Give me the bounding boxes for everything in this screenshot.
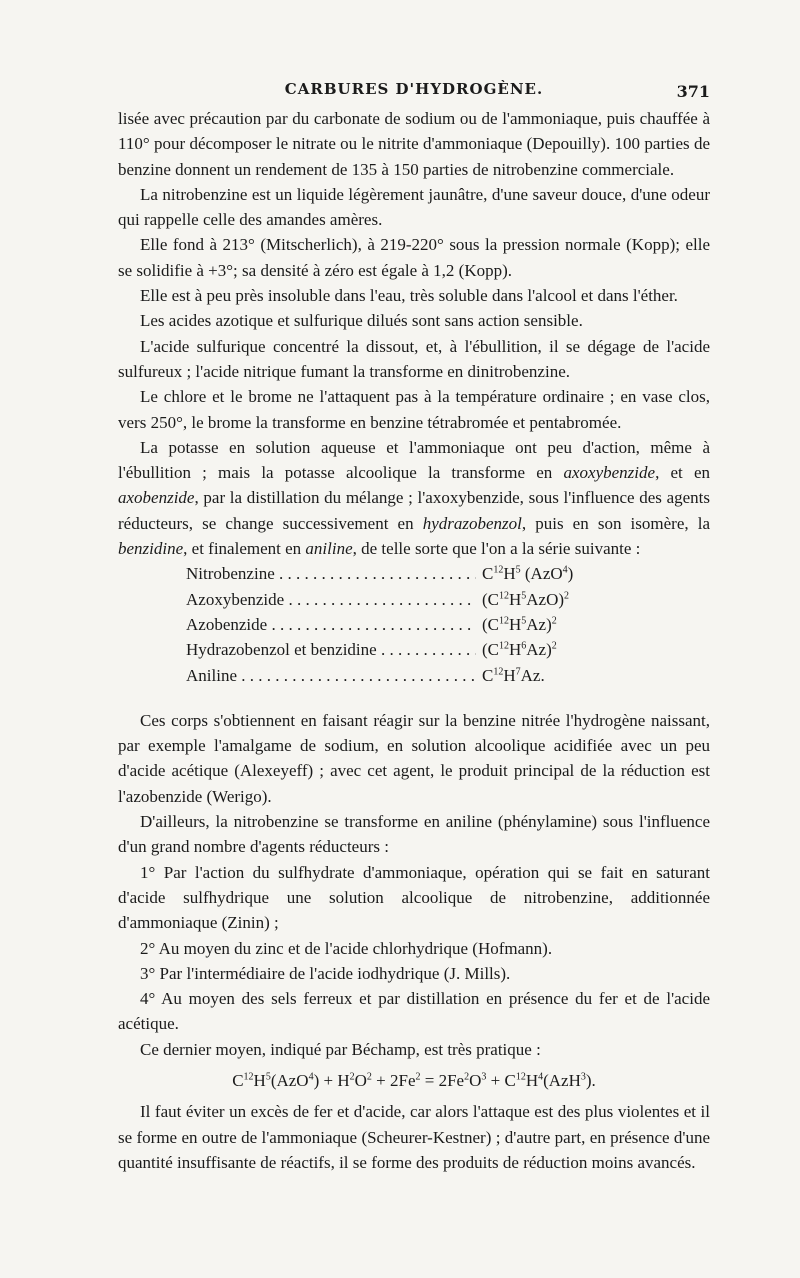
compound-name: Azobenzide . . . (186, 612, 476, 637)
text-run: , puis en son isomère, la (521, 513, 710, 533)
paragraph: D'ailleurs, la nitrobenzine se transforme en aniline (phénylamine) sous l'influence d'un grand nombre d'agents réducteurs : (118, 812, 710, 857)
eq-sup: 2 (349, 1071, 355, 1083)
formula-sup: 6 (521, 640, 527, 652)
paragraph: 1° Par l'action du sulfhydrate d'ammoniaque, opération qui se fait en saturant d'acide sulfhydrique une solution alcoolique de nitrobenzine, additionnée d'ammoniaque (Zinin) ; (118, 862, 710, 933)
formula-sup: 5 (521, 589, 527, 601)
paragraph: Il faut éviter un excès de fer et d'acide, car alors l'attaque est des plus violentes et il se forme en outre de l'ammoniaque (Scheurer-Kestner) ; d'autre part, en présence d'une quantité insuffisante de réactifs, il se forme des produits de réduction moins avancés. (118, 1102, 710, 1172)
text-run: La potasse en solution aqueuse et l'ammoniaque ont peu d'action, même à l'ébullition ; mais la potasse alcoolique la transforme en (118, 437, 710, 483)
formula-part: AzO) (526, 589, 565, 609)
paragraph: lisée avec précaution par du carbonate de sodium ou de l'ammoniaque, puis chauffée à 110° pour décomposer le nitrate ou le nitrite d'ammoniaque (Depouilly). 100 parties de benzine donnent un rendement de 135 à 150 parties de nitrobenzine commerciale. (118, 109, 710, 179)
book-page (118, 80, 710, 1175)
eq-sup: 5 (265, 1071, 271, 1083)
formula-sup: 4 (562, 564, 568, 576)
formula-sup: 12 (499, 615, 509, 627)
bottom-paragraphs (118, 1099, 710, 1175)
formula-part: H (503, 564, 516, 584)
page-header (118, 80, 710, 106)
eq-sup: 4 (538, 1071, 544, 1083)
formula-part: H (509, 640, 522, 660)
eq-part: H (525, 1070, 539, 1090)
eq-sup: 2 (366, 1071, 372, 1083)
series-row (186, 561, 710, 586)
bechamp-equation (118, 1068, 710, 1093)
paragraph: La nitrobenzine est un liquide légèrement jaunâtre, d'une saveur douce, d'une odeur qui rappelle celle des amandes amères. (118, 184, 710, 230)
series-row (186, 612, 710, 637)
paragraph: Le chlore et le brome ne l'attaquent pas à la température ordinaire ; en vase clos, vers 250°, le brome la transforme en benzine tétrabromée et pentabromée. (118, 387, 710, 432)
term-aniline: aniline (305, 539, 353, 559)
eq-part: (AzO (270, 1070, 309, 1090)
formula-sup: 12 (493, 564, 504, 576)
term-benzidine: benzidine (118, 539, 184, 559)
paragraph: Les acides azotique et sulfurique dilués sont sans action sensible. (140, 311, 583, 331)
formula-sup: 5 (515, 564, 521, 576)
formula-part: Az) (526, 640, 552, 660)
formula-part: Az. (520, 665, 545, 685)
formula-sup: 12 (499, 589, 509, 601)
paragraph: Ces corps s'obtiennent en faisant réagir sur la benzine nitrée l'hydrogène naissant, par exemple l'amalgame de sodium, en solution alcoolique acidifiée avec un peu d'acide acétique (Alexeyeff) ; avec cet agent, le produit principal de la réduction est l'azobenzide (Werigo). (118, 710, 710, 806)
text-run: , par la distillation du mélange ; l'axoxybenzide, sous l'influence des agents réducteurs, se change successivement en (118, 488, 710, 533)
paragraph: Elle fond à 213° (Mitscherlich), à 219-220° sous la pression normale (Kopp); elle se solidifie à +3°; sa densité à zéro est égale à 1,2 (Kopp). (118, 235, 710, 280)
reduction-series (186, 561, 710, 687)
eq-part: + C (486, 1070, 516, 1090)
formula-part: (AzO (520, 564, 563, 584)
formula-part: ) (567, 564, 574, 584)
eq-sup: 2 (464, 1071, 470, 1083)
term-axoxybenzide: axoxybenzide (563, 463, 656, 483)
eq-part: (AzH (543, 1070, 581, 1090)
compound-formula (476, 663, 545, 688)
spacer (118, 688, 710, 708)
paragraph: Elle est à peu près insoluble dans l'eau, très soluble dans l'alcool et dans l'éther. (140, 286, 678, 306)
compound-name: Aniline . . . (186, 663, 476, 688)
formula-part: (C (482, 589, 499, 609)
compound-formula (476, 612, 557, 637)
middle-paragraphs (118, 708, 710, 1062)
body-text (118, 106, 710, 1175)
page-number: 371 (676, 82, 710, 101)
term-hydrazobenzol: hydrazobenzol (422, 513, 522, 533)
running-title: CARBURES D'HYDROGÈNE. (284, 80, 544, 98)
eq-part: C (232, 1070, 244, 1090)
paragraph: 3° Par l'intermédiaire de l'acide iodhydrique (J. Mills). (140, 963, 511, 983)
paragraph: Ce dernier moyen, indiqué par Béchamp, est très pratique : (140, 1039, 541, 1059)
formula-sup: 2 (564, 589, 570, 601)
term-axobenzide: axobenzide (118, 488, 195, 508)
series-row (186, 637, 710, 662)
formula-sup: 7 (515, 665, 521, 677)
formula-sup: 12 (493, 665, 504, 677)
eq-sup: 3 (580, 1071, 586, 1083)
eq-sup: 12 (515, 1071, 526, 1083)
formula-part: Az) (526, 614, 552, 634)
text-run: , et en (655, 463, 710, 483)
series-row (186, 663, 710, 688)
compound-formula (476, 561, 573, 586)
eq-part: + 2Fe (371, 1070, 416, 1090)
formula-sup: 12 (499, 640, 509, 652)
eq-sup: 3 (481, 1071, 487, 1083)
formula-sup: 2 (551, 640, 557, 652)
top-paragraphs (118, 106, 710, 435)
eq-part: O (354, 1070, 367, 1090)
paragraph: L'acide sulfurique concentré la dissout, et, à l'ébullition, il se dégage de l'acide sulfureux ; l'acide nitrique fumant la transforme en dinitrobenzine. (118, 336, 710, 381)
paragraph: 2° Au moyen du zinc et de l'acide chlorhydrique (Hofmann). (140, 938, 553, 958)
eq-part: ) + H (313, 1070, 350, 1090)
eq-part: = 2Fe (420, 1070, 465, 1090)
formula-part: C (482, 665, 494, 685)
formula-part: H (509, 614, 522, 634)
eq-part: H (253, 1070, 266, 1090)
eq-sup: 12 (243, 1071, 254, 1083)
series-row (186, 587, 710, 612)
formula-sup: 5 (521, 615, 527, 627)
formula-part: H (503, 665, 516, 685)
formula-part: (C (482, 614, 499, 634)
text-run: , et finalement en (183, 539, 306, 559)
compound-name: Azoxybenzide . . . (186, 587, 476, 612)
paragraph: 4° Au moyen des sels ferreux et par distillation en présence du fer et de l'acide acétique. (118, 989, 710, 1034)
formula-part: (C (482, 640, 499, 660)
eq-sup: 4 (308, 1071, 314, 1083)
eq-part: ). (585, 1070, 596, 1090)
compound-name: Nitrobenzine . . . (186, 561, 476, 586)
compound-formula (476, 587, 569, 612)
eq-part: O (469, 1070, 482, 1090)
compound-formula (476, 637, 557, 662)
text-run: , de telle sorte que l'on a la série suivante : (352, 539, 641, 559)
formula-part: C (482, 564, 494, 584)
compound-name: Hydrazobenzol et benzidine . . . (186, 637, 476, 662)
formula-sup: 2 (551, 615, 557, 627)
eq-sup: 2 (415, 1071, 421, 1083)
formula-part: H (509, 589, 522, 609)
paragraph-potasse (118, 435, 710, 561)
